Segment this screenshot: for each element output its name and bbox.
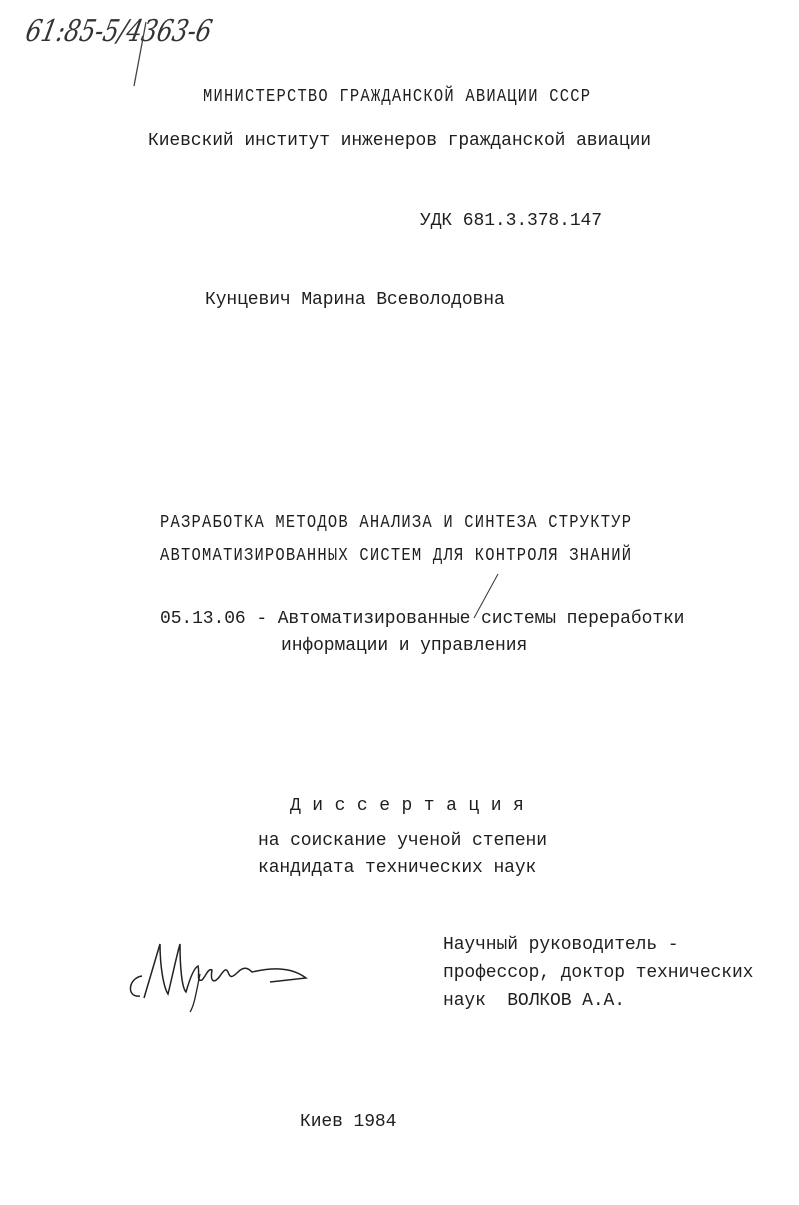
thesis-title-line1: РАЗРАБОТКА МЕТОДОВ АНАЛИЗА И СИНТЕЗА СТРУКТУР (160, 513, 633, 533)
degree-line2: кандидата технических наук (258, 858, 537, 878)
specialty-line2: информации и управления (281, 636, 528, 656)
signature (120, 938, 320, 1018)
institute-name: Киевский институт инженеров гражданской авиации (148, 131, 651, 151)
author-name: Кунцевич Марина Всеволодовна (205, 290, 505, 310)
handwritten-stroke (130, 20, 150, 90)
supervisor-line3: наук ВОЛКОВ А.А. (443, 991, 625, 1011)
supervisor-line1: Научный руководитель - (443, 935, 679, 955)
supervisor-line2: профессор, доктор технических (443, 963, 754, 983)
thesis-title-line2: АВТОМАТИЗИРОВАННЫХ СИСТЕМ ДЛЯ КОНТРОЛЯ ЗНАНИЙ (160, 546, 633, 566)
place-year: Киев 1984 (300, 1112, 397, 1132)
udc-code: УДК 681.3.378.147 (420, 211, 602, 231)
ministry-heading: МИНИСТЕРСТВО ГРАЖДАНСКОЙ АВИАЦИИ СССР (203, 87, 592, 107)
work-type: Диссертация (290, 796, 536, 816)
degree-line1: на соискание ученой степени (258, 831, 547, 851)
specialty-line1: 05.13.06 - Автоматизированные системы переработки (160, 609, 685, 629)
archive-number-handwritten: 61:85-5/4363-6 (22, 14, 216, 49)
